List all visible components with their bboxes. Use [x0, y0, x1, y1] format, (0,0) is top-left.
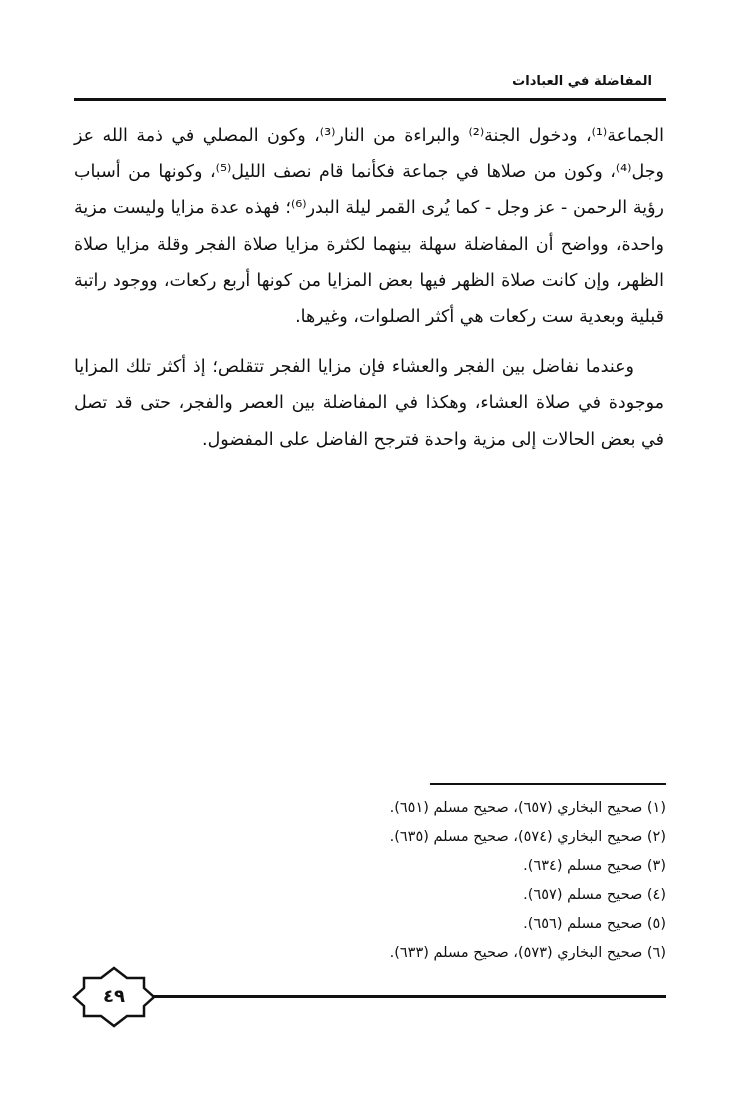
running-title: المفاضلة في العبادات [512, 74, 652, 89]
page-number-badge [72, 966, 156, 1028]
footnote-separator [430, 783, 666, 785]
footnote-4: (٤) صحيح مسلم (٦٥٧). [523, 887, 666, 903]
footnote-3: (٣) صحيح مسلم (٦٣٤). [523, 858, 666, 874]
paragraph-2: وعندما نفاضل بين الفجر والعشاء فإن مزايا الفجر تتقلص؛ إذ أكثر تلك المزايا موجودة في صلاة العشاء، وهكذا في المفاضلة بين العصر والفجر، حتى قد تصل في بعض الحالات إلى مزية واحدة فترجح الفاضل على المفضول. [74, 357, 664, 450]
footnote-1: (١) صحيح البخاري (٦٥٧)، صحيح مسلم (٦٥١). [389, 800, 666, 816]
paragraph-1: الجماعة⁽¹⁾، ودخول الجنة⁽²⁾ والبراءة من النار⁽³⁾، وكون المصلي في ذمة الله عز وجل⁽⁴⁾، وكون من صلاها في جماعة فكأنما قام نصف الليل⁽⁵⁾، وكونها من أسباب رؤية الرحمن - عز وجل - كما يُرى القمر ليلة البدر⁽⁶⁾؛ فهذه عدة مزايا وليست مزية واحدة، وواضح أن المفاضلة سهلة بينهما لكثرة مزايا صلاة الفجر وقلة مزايا صلاة الظهر، وإن كانت صلاة الظهر فيها بعض المزايا من كونها أربع ركعات، ووجود راتبة قبلية وبعدية ست ركعات هي أكثر الصلوات، وغيرها. [74, 126, 664, 328]
footnote-2: (٢) صحيح البخاري (٥٧٤)، صحيح مسلم (٦٣٥). [389, 829, 666, 845]
footnotes [346, 794, 666, 968]
footnote-5: (٥) صحيح مسلم (٦٥٦). [523, 916, 666, 932]
main-text [74, 118, 664, 458]
footer-rule [152, 995, 666, 998]
page-number: ٤٩ [103, 986, 125, 1007]
header-rule [74, 98, 666, 101]
footnote-6: (٦) صحيح البخاري (٥٧٣)، صحيح مسلم (٦٣٣). [389, 945, 666, 961]
